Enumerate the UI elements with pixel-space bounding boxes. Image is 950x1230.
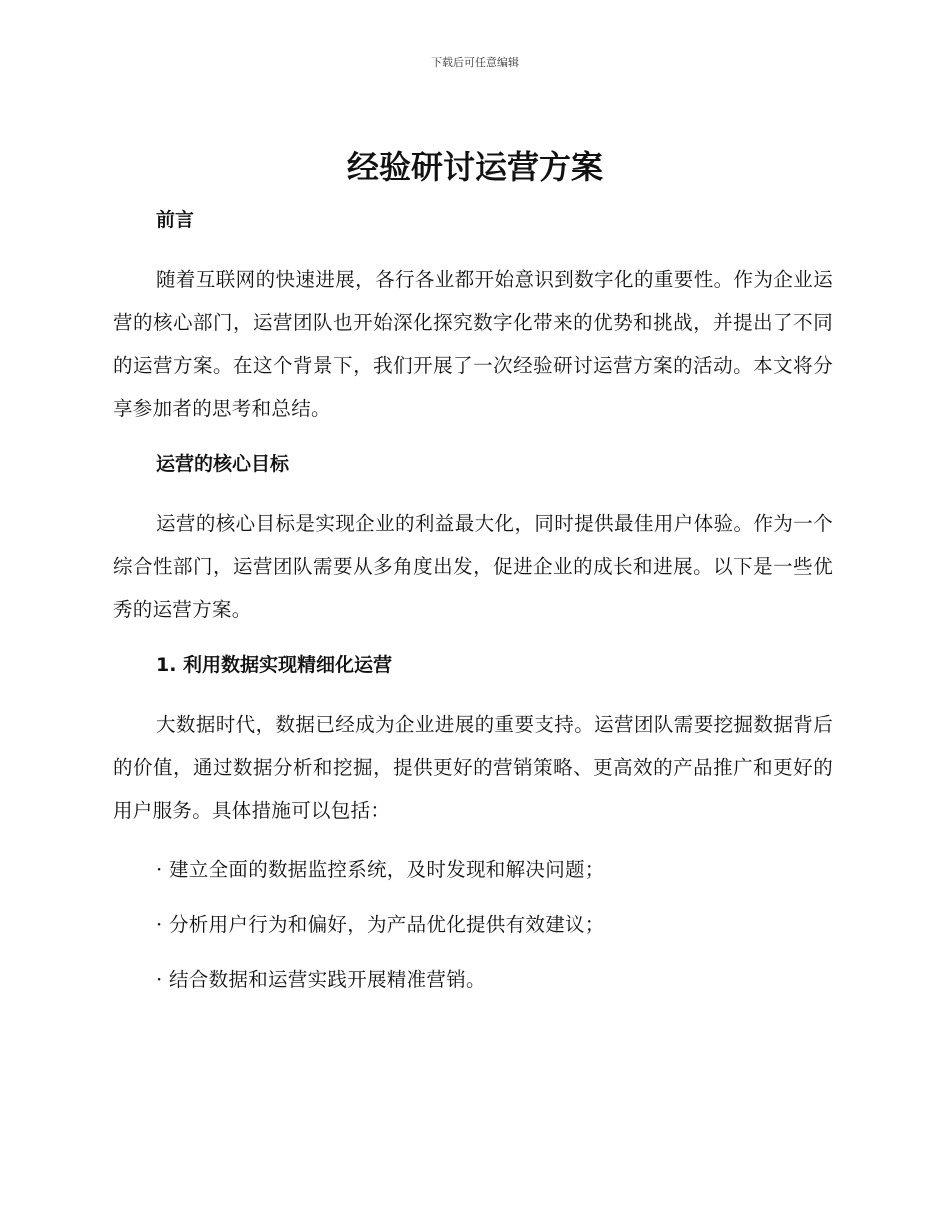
header-note: 下载后可任意编辑 xyxy=(431,56,519,69)
list-item: · 分析用户行为和偏好，为产品优化提供有效建议； xyxy=(156,913,605,936)
paragraph-data-ops: 大数据时代，数据已经成为企业进展的重要支持。运营团队需要挖掘数据背后的价值，通过数据分析和挖掘，提供更好的营销策略、更高效的产品推广和更好的用户服务。具体措施可以包括： xyxy=(113,713,833,822)
section-heading-data-ops: 1. 利用数据实现精细化运营 xyxy=(156,654,393,676)
section-heading-preface: 前言 xyxy=(156,209,195,231)
list-item: · 建立全面的数据监控系统，及时发现和解决问题； xyxy=(156,858,605,881)
document-body xyxy=(113,203,833,997)
list-item: · 结合数据和运营实践开展精准营销。 xyxy=(156,968,486,991)
section-heading-core-goal: 运营的核心目标 xyxy=(156,453,290,475)
paragraph-preface: 随着互联网的快速进展，各行各业都开始意识到数字化的重要性。作为企业运营的核心部门，运营团队也开始深化探究数字化带来的优势和挑战，并提出了不同的运营方案。在这个背景下，我们开展了一次经验研讨运营方案的活动。本文将分享参加者的思考和总结。 xyxy=(113,268,833,420)
bullet-list xyxy=(113,853,833,997)
document-title: 经验研讨运营方案 xyxy=(346,148,603,186)
paragraph-core-goal: 运营的核心目标是实现企业的利益最大化，同时提供最佳用户体验。作为一个综合性部门，运营团队需要从多角度出发，促进企业的成长和进展。以下是一些优秀的运营方案。 xyxy=(113,512,833,621)
